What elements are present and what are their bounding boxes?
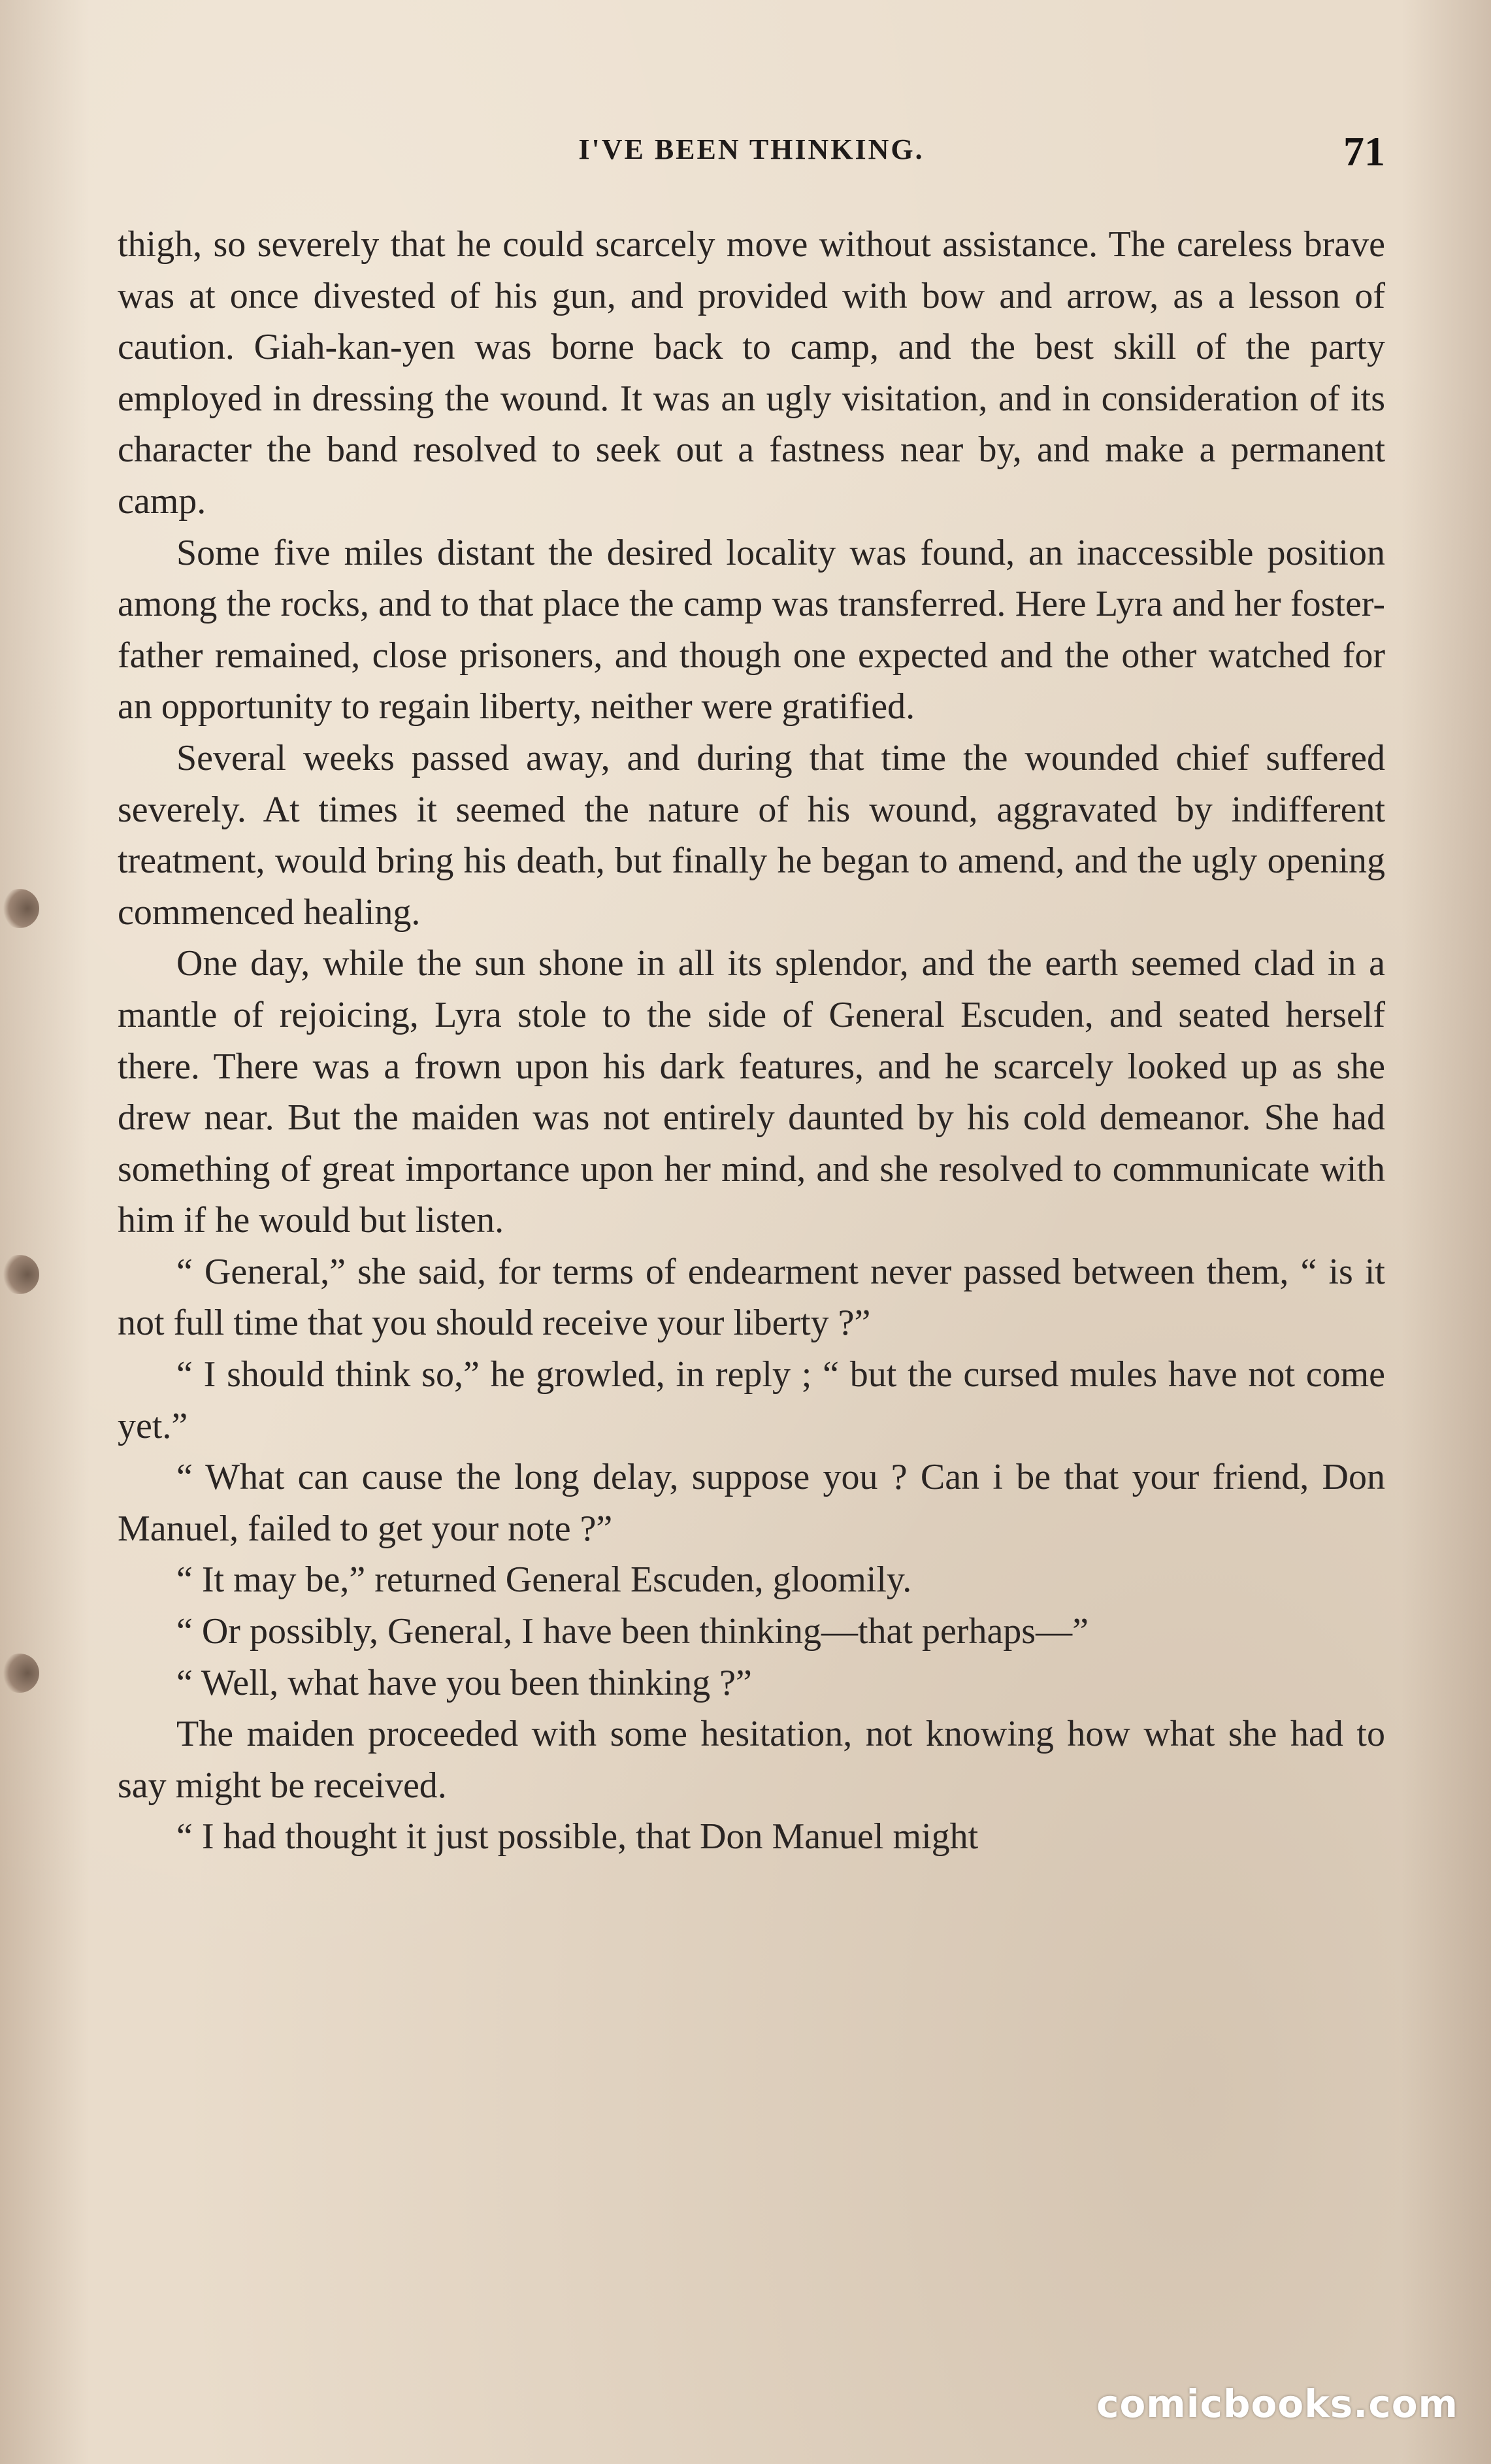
binding-hole (0, 889, 39, 928)
paragraph: “ I should think so,” he growled, in reply ; “ but the cursed mules have not come yet.” (118, 1354, 1385, 1446)
binding-hole (0, 1255, 39, 1294)
paragraph: “ I had thought it just possible, that Don Manuel might (176, 1816, 979, 1857)
paragraph: “ Well, what have you been thinking ?” (176, 1662, 752, 1703)
page-header (118, 127, 1385, 186)
binding-hole (0, 1654, 39, 1693)
running-head: I'VE BEEN THINKING. (578, 133, 925, 165)
paragraph: One day, while the sun shone in all its splendor, and the earth seemed clad in a mantle of rejoicing, Lyra stole to the side of General Escuden, and seated herself there. There was a frown upon his dark features, and he scarcely looked up as she drew near. But the maiden was not entirely daunted by his cold demeanor. She had something of great importance upon her mind, and she resolved to communicate with him if he would but listen. (118, 943, 1385, 1241)
paragraph: The maiden proceeded with some hesitation, not knowing how what she had to say might be received. (118, 1714, 1385, 1806)
paragraph: “ Or possibly, General, I have been thinking—that perhaps—” (176, 1611, 1089, 1652)
paragraph: thigh, so severely that he could scarcely move without assistance. The careless brave was at once divested of his gun, and provided with bow and arrow, as a lesson of caution. Giah-kan-yen was borne back to camp, and the best skill of the party employed in dressing the wound. It was an ugly visitation, and in consideration of its character the band resolved to seek out a fastness near by, and make a permanent camp. (118, 224, 1385, 522)
paragraph: Some five miles distant the desired locality was found, an inaccessible position among the rocks, and to that place the camp was transferred. Here Lyra and her foster-father remained, close prisoners, and though one expected and the other watched for an opportunity to regain liberty, neither were gratified. (118, 532, 1385, 727)
page-number: 71 (1343, 128, 1385, 175)
paragraph: “ It may be,” returned General Escuden, gloomily. (176, 1559, 912, 1601)
paragraph: “ General,” she said, for terms of endearment never passed between them, “ is it not full time that you should receive your liberty ?” (118, 1251, 1385, 1344)
paragraph: “ What can cause the long delay, suppose you ? Can i be that your friend, Don Manuel, failed to get your note ?” (118, 1457, 1385, 1549)
watermark: comicbooks.com (1096, 2382, 1458, 2426)
page-body (118, 219, 1385, 1863)
paragraph: Several weeks passed away, and during that time the wounded chief suffered severely. At times it seemed the nature of his wound, aggravated by indifferent treatment, would bring his death, but finally he began to amend, and the ugly opening commenced healing. (118, 737, 1385, 933)
